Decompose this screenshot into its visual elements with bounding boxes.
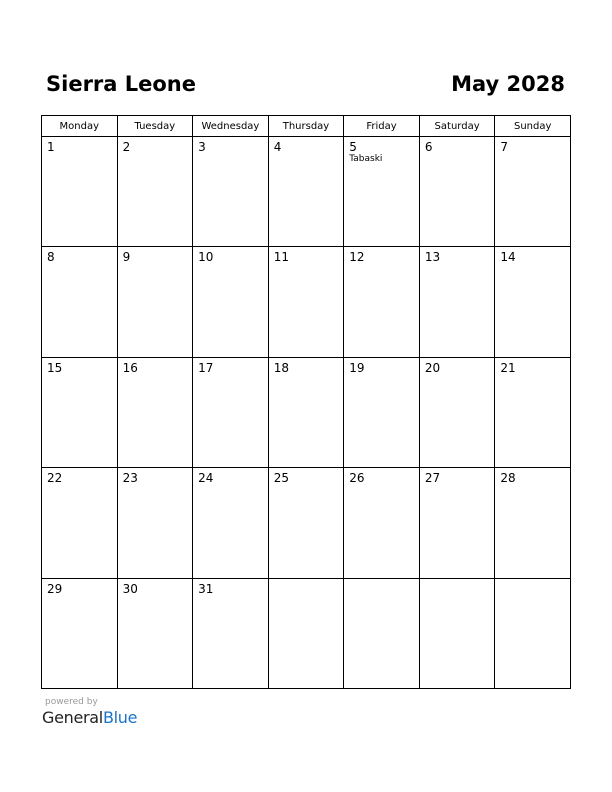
day-cell (419, 247, 495, 357)
day-number: 2 (122, 140, 131, 154)
day-cell (193, 137, 269, 247)
weekday-thursday: Thursday (268, 116, 344, 137)
day-cell (495, 137, 571, 247)
day-number (344, 579, 419, 582)
day-number: 20 (424, 360, 441, 375)
powered-by-text: powered by (45, 697, 98, 707)
month-year-title: May 2028 (451, 72, 565, 96)
day-cell (419, 137, 495, 247)
day-cell (193, 468, 269, 578)
day-number: 25 (273, 471, 289, 486)
day-number: 12 (349, 250, 365, 265)
day-cell (42, 137, 118, 247)
day-number: 1 (47, 140, 55, 154)
day-cell (42, 578, 118, 688)
day-number: 9 (122, 250, 131, 265)
day-cell (117, 357, 193, 467)
day-cell (117, 247, 193, 357)
day-cell (344, 357, 420, 467)
day-number (420, 579, 495, 582)
day-cell (419, 578, 495, 688)
day-number: 14 (500, 250, 516, 265)
day-number: 3 (198, 140, 206, 154)
day-number: 4 (273, 140, 282, 154)
day-number: 29 (47, 581, 63, 596)
day-number: 11 (273, 250, 289, 265)
day-number: 23 (122, 471, 138, 486)
weekday-tuesday: Tuesday (117, 116, 193, 137)
day-cell (193, 578, 269, 688)
day-number: 28 (500, 471, 516, 486)
day-number (495, 579, 570, 582)
weekday-friday: Friday (344, 116, 420, 137)
day-cell (495, 468, 571, 578)
week-row (42, 357, 571, 467)
calendar-grid (41, 115, 571, 689)
week-row (42, 137, 571, 247)
brand-logo (42, 708, 137, 728)
week-row (42, 247, 571, 357)
day-cell (117, 137, 193, 247)
day-cell (344, 468, 420, 578)
brand-name-general: General (42, 708, 103, 727)
day-cell (42, 468, 118, 578)
holiday-label: Tabaski (349, 154, 383, 164)
day-number: 18 (273, 360, 289, 375)
weekday-saturday: Saturday (419, 116, 495, 137)
day-cell (268, 357, 344, 467)
day-number: 26 (349, 471, 365, 486)
day-cell (268, 578, 344, 688)
day-cell (42, 357, 118, 467)
day-number: 24 (198, 471, 214, 486)
day-number: 19 (349, 360, 365, 375)
day-number: 17 (198, 360, 214, 375)
weekday-monday: Monday (42, 116, 118, 137)
day-number: 15 (47, 360, 63, 375)
weekday-sunday: Sunday (495, 116, 571, 137)
day-number: 13 (424, 250, 441, 265)
day-cell (344, 247, 420, 357)
day-cell (117, 578, 193, 688)
day-number: 30 (122, 581, 138, 596)
day-number: 7 (500, 140, 509, 154)
day-cell (268, 247, 344, 357)
day-number: 8 (47, 250, 55, 265)
day-cell (495, 247, 571, 357)
day-cell (344, 137, 420, 247)
day-cell (268, 137, 344, 247)
day-number: 27 (424, 471, 441, 486)
day-cell (495, 357, 571, 467)
day-number: 21 (500, 360, 516, 375)
footer-logo (42, 697, 137, 728)
day-number: 5 (349, 140, 357, 154)
weekday-header-row (42, 116, 571, 137)
day-cell (344, 578, 420, 688)
weekday-wednesday: Wednesday (193, 116, 269, 137)
day-cell (419, 468, 495, 578)
day-cell (419, 357, 495, 467)
day-cell (117, 468, 193, 578)
day-number (269, 579, 344, 582)
day-number: 31 (198, 581, 214, 596)
week-row (42, 468, 571, 578)
day-number: 16 (122, 360, 138, 375)
day-cell (42, 247, 118, 357)
week-row (42, 578, 571, 688)
day-number: 22 (47, 471, 63, 486)
day-cell (268, 468, 344, 578)
day-cell (193, 357, 269, 467)
day-number: 6 (424, 140, 433, 154)
day-cell (495, 578, 571, 688)
country-title: Sierra Leone (46, 72, 197, 96)
day-cell (193, 247, 269, 357)
day-number: 10 (198, 250, 214, 265)
brand-name-blue: Blue (102, 708, 138, 727)
